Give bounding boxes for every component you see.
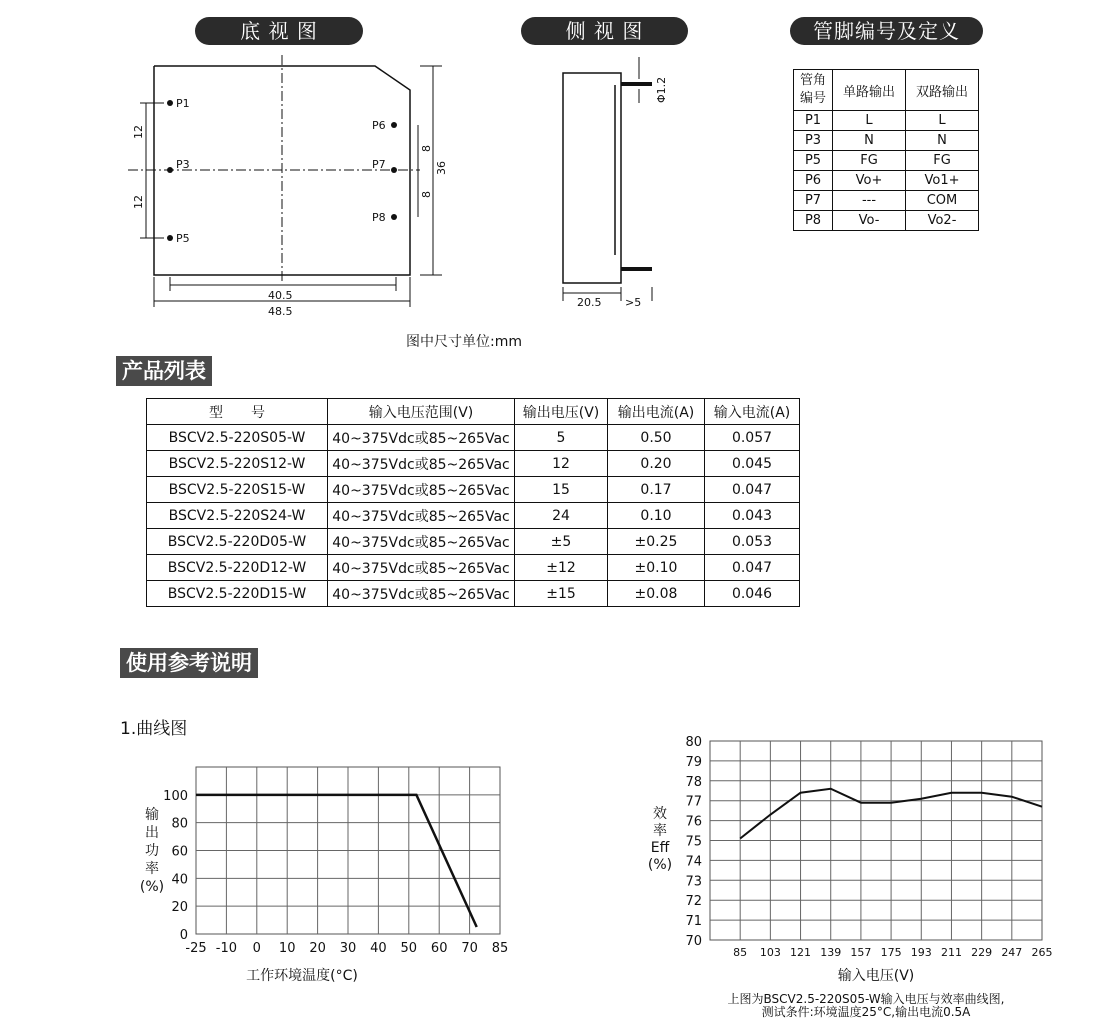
table-cell: BSCV2.5-220S05-W [147, 425, 328, 451]
y-tick-label: 72 [685, 894, 702, 910]
y-tick-label: 80 [685, 735, 702, 750]
table-cell: P6 [794, 171, 833, 191]
bottom-view-title: 底 视 图 [195, 17, 363, 45]
x-tick-label: -10 [215, 941, 238, 956]
table-row [147, 555, 800, 581]
product-table [146, 398, 800, 607]
table-row [147, 425, 800, 451]
x-tick-label: 157 [850, 946, 872, 959]
x-tick-label: 30 [339, 941, 357, 956]
side-view-title: 侧 视 图 [521, 17, 688, 45]
dim-8-bottom: 8 [420, 191, 433, 198]
y-axis-label: 出 [145, 825, 159, 841]
table-row [147, 529, 800, 555]
dim-gt-5: >5 [625, 296, 642, 309]
table-cell: 0.17 [608, 477, 705, 503]
table-cell: L [906, 111, 979, 131]
table-cell: BSCV2.5-220S24-W [147, 503, 328, 529]
usage-heading: 使用参考说明 [120, 648, 258, 678]
y-tick-label: 40 [171, 872, 188, 888]
dim-8-top: 8 [420, 145, 433, 152]
table-cell: BSCV2.5-220D15-W [147, 581, 328, 607]
col-header-model: 型 号 [147, 399, 328, 425]
table-cell: 0.046 [705, 581, 800, 607]
table-row [794, 151, 979, 171]
table-row [794, 111, 979, 131]
x-tick-label: 247 [1001, 946, 1023, 959]
table-cell: P7 [794, 191, 833, 211]
table-cell: FG [833, 151, 906, 171]
y-tick-label: 80 [171, 816, 188, 832]
table-cell: --- [833, 191, 906, 211]
table-cell: Vo2- [906, 211, 979, 231]
curve-title: 1.曲线图 [120, 719, 188, 739]
table-row [147, 503, 800, 529]
table-cell: 40~375Vdc或85~265Vac [328, 581, 515, 607]
table-row [147, 451, 800, 477]
unit-note: 图中尺寸单位:mm [406, 334, 522, 350]
chart-caption: 上图为BSCV2.5-220S05-W输入电压与效率曲线图, [727, 992, 1005, 1006]
x-axis-label: 工作环境温度(°C) [246, 968, 358, 984]
x-tick-label: 10 [278, 941, 296, 956]
x-tick-label: 193 [910, 946, 932, 959]
pin-header-number [794, 70, 833, 111]
table-row [147, 581, 800, 607]
table-cell: 0.20 [608, 451, 705, 477]
table-cell: 24 [515, 503, 608, 529]
x-tick-label: 85 [491, 941, 509, 956]
table-cell: ±0.08 [608, 581, 705, 607]
table-cell: Vo- [833, 211, 906, 231]
x-tick-label: 85 [733, 946, 748, 959]
table-cell: FG [906, 151, 979, 171]
derating-chart [130, 755, 520, 995]
y-axis-label: 功 [145, 843, 159, 859]
y-axis-label: 率 [653, 823, 667, 839]
table-cell: ±0.25 [608, 529, 705, 555]
table-cell: 40~375Vdc或85~265Vac [328, 451, 515, 477]
table-cell: 40~375Vdc或85~265Vac [328, 529, 515, 555]
table-cell: 0.50 [608, 425, 705, 451]
y-axis-label: 效 [653, 806, 667, 822]
y-tick-label: 76 [685, 814, 702, 830]
pin-definition-title: 管脚编号及定义 [790, 17, 983, 45]
x-tick-label: 40 [370, 941, 387, 956]
table-cell: 5 [515, 425, 608, 451]
col-header-input-range: 输入电压范围(V) [328, 399, 515, 425]
dim-36: 36 [435, 161, 448, 175]
x-tick-label: 20 [309, 941, 326, 956]
pin-header-single: 单路输出 [833, 70, 906, 111]
table-cell: BSCV2.5-220D05-W [147, 529, 328, 555]
table-cell: 0.043 [705, 503, 800, 529]
table-cell: 0.057 [705, 425, 800, 451]
x-axis-label: 输入电压(V) [837, 968, 915, 984]
col-header-output-current: 输出电流(A) [608, 399, 705, 425]
y-tick-label: 73 [685, 874, 702, 890]
pin-label-p5: P5 [176, 232, 190, 245]
product-list-heading: 产品列表 [116, 356, 212, 386]
table-cell: COM [906, 191, 979, 211]
table-row [794, 211, 979, 231]
table-cell: 40~375Vdc或85~265Vac [328, 555, 515, 581]
x-tick-label: 0 [252, 941, 261, 956]
table-cell: P1 [794, 111, 833, 131]
pin-label-p8: P8 [372, 211, 386, 224]
table-cell: 0.045 [705, 451, 800, 477]
header-text: 管角编号 [799, 73, 826, 106]
table-cell: 0.053 [705, 529, 800, 555]
pin-definition-table [793, 69, 979, 231]
dim-12-bottom: 12 [132, 195, 145, 209]
table-row [147, 399, 800, 425]
y-tick-label: 77 [685, 794, 702, 810]
col-header-output-voltage: 输出电压(V) [515, 399, 608, 425]
table-cell: P5 [794, 151, 833, 171]
dim-48-5: 48.5 [268, 305, 293, 318]
x-tick-label: 211 [940, 946, 962, 959]
table-cell: P8 [794, 211, 833, 231]
table-cell: ±12 [515, 555, 608, 581]
table-cell: P3 [794, 131, 833, 151]
x-tick-label: 70 [461, 941, 478, 956]
table-cell: ±0.10 [608, 555, 705, 581]
x-tick-label: 265 [1031, 946, 1053, 959]
table-cell: N [906, 131, 979, 151]
efficiency-chart [636, 730, 1066, 1020]
table-cell: 0.10 [608, 503, 705, 529]
pin-label-p1: P1 [176, 97, 190, 110]
table-cell: BSCV2.5-220D12-W [147, 555, 328, 581]
y-tick-label: 74 [685, 854, 702, 870]
x-tick-label: 139 [820, 946, 842, 959]
table-row [794, 191, 979, 211]
x-tick-label: 60 [430, 941, 448, 956]
dim-12-top: 12 [132, 125, 145, 139]
y-tick-label: 79 [685, 754, 702, 770]
y-tick-label: 70 [685, 934, 702, 949]
x-tick-label: 121 [790, 946, 812, 959]
dim-20-5: 20.5 [577, 296, 602, 309]
table-cell: 40~375Vdc或85~265Vac [328, 425, 515, 451]
table-cell: 0.047 [705, 477, 800, 503]
pin-label-p3: P3 [176, 158, 190, 171]
table-cell: BSCV2.5-220S12-W [147, 451, 328, 477]
pin-label-p7: P7 [372, 158, 386, 171]
table-row [794, 131, 979, 151]
table-row [794, 70, 979, 111]
table-cell: L [833, 111, 906, 131]
y-tick-label: 100 [163, 788, 188, 804]
dim-40-5: 40.5 [268, 289, 293, 302]
y-tick-label: 0 [179, 928, 188, 943]
y-axis-label: (%) [139, 879, 165, 895]
table-cell: 0.047 [705, 555, 800, 581]
table-cell: ±15 [515, 581, 608, 607]
chart-caption: 测试条件:环境温度25°C,输出电流0.5A [761, 1005, 971, 1019]
x-tick-label: 50 [400, 941, 418, 956]
y-axis-label: (%) [647, 857, 673, 873]
y-tick-label: 20 [171, 900, 188, 916]
x-tick-label: 175 [880, 946, 902, 959]
x-tick-label: -25 [185, 941, 207, 956]
x-tick-label: 229 [971, 946, 993, 959]
dim-phi-1-2: Φ1.2 [655, 76, 668, 103]
table-cell: 40~375Vdc或85~265Vac [328, 477, 515, 503]
y-tick-label: 75 [685, 834, 702, 850]
bottom-view-diagram [120, 55, 460, 325]
table-cell: 15 [515, 477, 608, 503]
y-axis-label: Eff [650, 840, 670, 856]
table-cell: Vo1+ [906, 171, 979, 191]
table-cell: Vo+ [833, 171, 906, 191]
y-tick-label: 78 [685, 774, 702, 790]
table-cell: 40~375Vdc或85~265Vac [328, 503, 515, 529]
pin-header-dual: 双路输出 [906, 70, 979, 111]
y-axis-label: 率 [145, 861, 159, 877]
table-row [794, 171, 979, 191]
y-tick-label: 60 [171, 844, 188, 860]
y-axis-label: 输 [145, 807, 159, 823]
y-tick-label: 71 [685, 914, 702, 930]
col-header-input-current: 输入电流(A) [705, 399, 800, 425]
x-tick-label: 103 [759, 946, 781, 959]
table-cell: 12 [515, 451, 608, 477]
side-view-diagram [555, 55, 675, 315]
table-row [147, 477, 800, 503]
table-cell: N [833, 131, 906, 151]
pin-label-p6: P6 [372, 119, 386, 132]
table-cell: BSCV2.5-220S15-W [147, 477, 328, 503]
table-cell: ±5 [515, 529, 608, 555]
